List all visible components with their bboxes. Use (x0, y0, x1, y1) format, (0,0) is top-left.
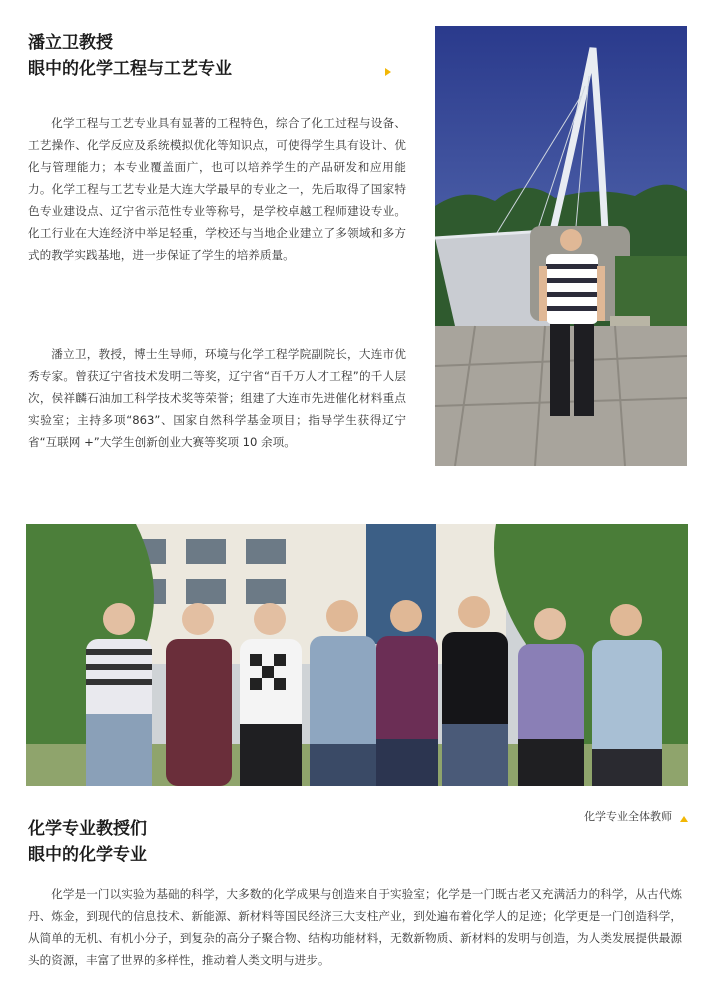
section1-paragraph2: 潘立卫，教授，博士生导师，环境与化学工程学院副院长，大连市优秀专家。曾获辽宁省技术发明二等奖，辽宁省“百千万人才工程”的千人层次，侯祥麟石油加工科学技术奖等荣誉；组建了大连市先进催化材料重点实验室；主持多项“863”、国家自然科学基金项目；指导学生获得辽宁省“互联网 +”大学生创新创业大赛等奖项 10 余项。 (28, 347, 406, 449)
group-photo (26, 524, 688, 786)
section2-heading (28, 816, 147, 868)
portrait-photo (435, 26, 687, 466)
section1-title-line2: 眼中的化学工程与工艺专业 (28, 59, 232, 79)
group-photo-caption: 化学专业全体教师 (584, 810, 672, 823)
section1-paragraph1: 化学工程与工艺专业具有显著的工程特色，综合了化工过程与设备、工艺操作、化学反应及系统模拟优化等知识点，可使得学生具有设计、优化与管理能力；本专业覆盖面广，也可以培养学生的产品研发和应用能力。化学工程与工艺专业是大连大学最早的专业之一，先后取得了国家特色专业建设点、辽宁省示范性专业等称号，是学校卓越工程师建设专业。化工行业在大连经济中举足轻重，学校还与当地企业建立了多领域和多方式的教学实践基地，进一步保证了学生的培养质量。 (28, 116, 406, 262)
section1-title-line1: 潘立卫教授 (28, 33, 113, 53)
section1-heading (28, 30, 232, 82)
triangle-up-icon (680, 816, 688, 822)
triangle-right-icon (385, 68, 391, 76)
section2-paragraph: 化学是一门以实验为基础的科学，大多数的化学成果与创造来自于实验室；化学是一门既古老又充满活力的科学，从古代炼丹、炼金，到现代的信息技术、新能源、新材料等国民经济三大支柱产业，到处遍布着化学人的足迹；化学更是一门创造科学，从简单的无机、有机小分子，到复杂的高分子聚合物、结构功能材料，无数新物质、新材料的发明与创造，为人类发展提供最源头的资源，丰富了世界的多样性，推动着人类文明与进步。 (28, 887, 682, 967)
section2-title-line2: 眼中的化学专业 (28, 845, 147, 865)
section2-title-line1: 化学专业教授们 (28, 819, 147, 839)
